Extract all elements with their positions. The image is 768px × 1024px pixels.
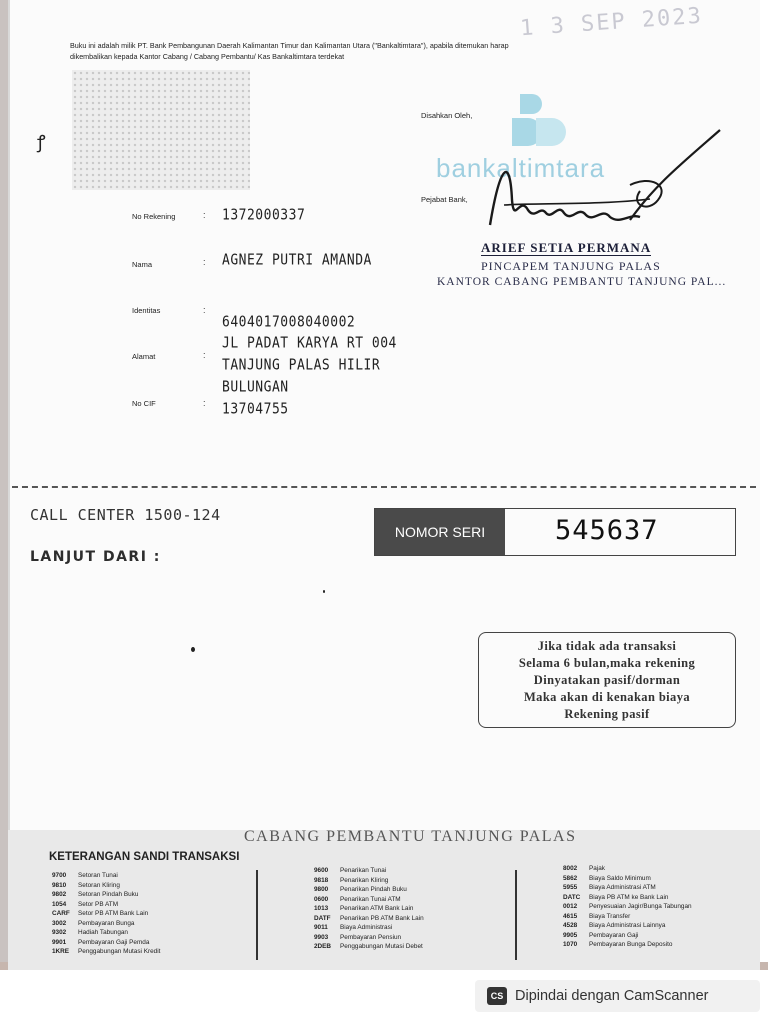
bank-officer-label: Pejabat Bank,: [421, 195, 468, 204]
code-desc: Pembayaran Gaji Pemda: [78, 938, 150, 946]
ownership-notice: Buku ini adalah milik PT. Bank Pembangunan Daerah Kalimantan Timur dan Kalimantan Utara ("Bankaltimtara"), apabila ditemukan harap dikembalikan kepada Kantor Cabang / Cabang Pembantu/ Kas Bankaltimtara terdekat: [70, 41, 509, 61]
colon: :: [203, 257, 206, 267]
code-row: [563, 874, 692, 884]
code: 9901: [52, 938, 67, 946]
address-label: Alamat: [132, 352, 156, 361]
code-desc: Setoran Kliring: [78, 881, 120, 889]
code-desc: Penggabungan Mutasi Debet: [340, 943, 423, 950]
address-line-3: BULUNGAN: [222, 379, 289, 397]
code-row: [314, 885, 424, 895]
code-desc: Penyesuaian Jagir/Bunga Tabungan: [589, 903, 692, 910]
serial-number-label: NOMOR SERI: [375, 509, 505, 555]
code-desc: Setoran Pindah Buku: [78, 891, 139, 898]
code-desc: Penarikan Kliring: [340, 876, 389, 884]
code: 9903: [314, 933, 329, 941]
officer-name: ARIEF SETIA PERMANA: [481, 240, 652, 255]
code-row: [314, 933, 424, 943]
bank-logo-text: bankaltimtara: [436, 153, 606, 183]
code-row: [52, 871, 160, 881]
colon: :: [203, 350, 206, 360]
perforation-line: [12, 486, 756, 494]
code: 9905: [563, 931, 578, 939]
code: 9810: [52, 881, 67, 889]
code: 4528: [563, 922, 578, 929]
code-row: [314, 942, 424, 952]
code-row: [52, 881, 160, 891]
serial-number-value: 545637: [555, 515, 659, 546]
code-row: [314, 923, 424, 933]
code-desc: Setor PB ATM Bank Lain: [78, 910, 149, 917]
warning-line: Dinyatakan pasif/dorman: [533, 673, 681, 687]
code-row: [52, 919, 160, 929]
column-divider: [515, 870, 517, 960]
code-desc: Biaya Administrasi Lainnya: [589, 922, 666, 929]
call-center: CALL CENTER 1500-124: [30, 506, 221, 524]
code-desc: Setoran Tunai: [78, 872, 118, 879]
code-row: [563, 902, 692, 912]
code-column-1: [52, 871, 160, 957]
identity-value: 6404017008040002: [222, 314, 356, 332]
pen-mark: ꝭ: [37, 132, 46, 152]
page-edge: [0, 0, 8, 970]
code-row: [563, 912, 692, 922]
code: 9302: [52, 929, 67, 936]
code-desc: Penarikan Pindah Buku: [340, 886, 407, 893]
identity-label: Identitas: [132, 306, 161, 315]
date-stamp: 1 3 SEP 2023: [519, 3, 704, 42]
warning-line: Jika tidak ada transaksi: [537, 639, 677, 653]
code-row: [563, 921, 692, 931]
code: 5955: [563, 884, 578, 891]
code-row: [563, 940, 692, 950]
code: 2DEB: [314, 943, 332, 950]
camscanner-icon: CS: [487, 987, 507, 1005]
code: 1070: [563, 941, 578, 948]
ink-speck: [191, 647, 195, 652]
code-desc: Penarikan Tunai ATM: [340, 895, 401, 903]
code: 9600: [314, 867, 329, 874]
code: 9011: [314, 924, 328, 931]
code-row: [563, 893, 692, 903]
approved-by-label: Disahkan Oleh,: [421, 111, 473, 120]
code: 9802: [52, 891, 67, 898]
code-row: [314, 876, 424, 886]
officer-branch: KANTOR CABANG PEMBANTU TANJUNG PAL...: [437, 276, 727, 288]
code-row: [52, 909, 160, 919]
code: DATF: [314, 914, 331, 922]
officer-signature: [480, 125, 730, 235]
code: 9818: [314, 876, 329, 884]
code-row: [314, 904, 424, 914]
account-number-label: No Rekening: [132, 212, 176, 221]
transaction-code-title: KETERANGAN SANDI TRANSAKSI: [49, 851, 240, 863]
branch-footer: CABANG PEMBANTU TANJUNG PALAS: [244, 828, 577, 845]
code-row: [314, 866, 424, 876]
code-desc: Hadiah Tabungan: [78, 929, 128, 936]
code-row: [314, 895, 424, 905]
code-desc: Penarikan PB ATM Bank Lain: [340, 914, 424, 922]
camscanner-label: Dipindai dengan CamScanner: [515, 988, 709, 1004]
code: 1KRE: [52, 948, 70, 955]
column-divider: [256, 870, 258, 960]
code-row: [563, 864, 692, 874]
code-column-2: [314, 866, 424, 952]
code: CARF: [52, 910, 70, 917]
colon: :: [203, 398, 206, 408]
cif-label: No CIF: [132, 399, 156, 408]
ink-speck: [323, 590, 325, 593]
code-desc: Biaya Administrasi: [340, 924, 393, 931]
code: 8002: [563, 865, 578, 872]
warning-line: Selama 6 bulan,maka rekening: [518, 656, 696, 670]
warning-line: Maka akan di kenakan biaya: [523, 690, 690, 704]
code-row: [314, 914, 424, 924]
name-label: Nama: [132, 260, 153, 269]
code-row: [563, 883, 692, 893]
code: 1054: [52, 900, 67, 908]
code-desc: Pembayaran Pensiun: [340, 933, 402, 941]
camscanner-badge: [475, 980, 760, 1012]
address-line-1: JL PADAT KARYA RT 004: [222, 335, 397, 353]
continued-from: LANJUT DARI :: [30, 549, 161, 565]
code: 9700: [52, 872, 67, 879]
code-row: [52, 947, 160, 957]
code: 5862: [563, 874, 578, 882]
code: 4615: [563, 912, 578, 920]
code-desc: Biaya Administrasi ATM: [589, 884, 656, 891]
code-desc: Pembayaran Bunga Deposito: [589, 941, 673, 948]
code-desc: Biaya Saldo Minimum: [589, 874, 651, 882]
dormant-account-warning: [478, 632, 736, 728]
code-row: [52, 938, 160, 948]
code-row: [52, 928, 160, 938]
code: 0600: [314, 895, 329, 903]
code-desc: Penarikan ATM Bank Lain: [340, 905, 414, 912]
code-desc: Pembayaran Bunga: [78, 919, 135, 927]
redacted-photo: [72, 70, 250, 190]
code-desc: Penggabungan Mutasi Kredit: [78, 948, 161, 955]
code: 3002: [52, 919, 67, 927]
address-line-2: TANJUNG PALAS HILIR: [222, 357, 381, 375]
colon: :: [203, 305, 206, 315]
code: 9800: [314, 886, 329, 893]
code-row: [52, 890, 160, 900]
code-desc: Biaya PB ATM ke Bank Lain: [589, 893, 669, 901]
officer-title: PINCAPEM TANJUNG PALAS: [481, 259, 661, 273]
serial-number-box: [374, 508, 736, 556]
code-desc: Setor PB ATM: [78, 900, 119, 908]
account-number-value: 1372000337: [222, 207, 306, 225]
code: DATC: [563, 893, 581, 901]
code: 1013: [314, 905, 329, 912]
code-desc: Pembayaran Gaji: [589, 931, 639, 939]
name-value: AGNEZ PUTRI AMANDA: [222, 252, 372, 270]
code-desc: Biaya Transfer: [589, 912, 631, 920]
code: 0012: [563, 903, 578, 910]
cif-value: 13704755: [222, 401, 289, 419]
colon: :: [203, 210, 206, 220]
code-desc: Penarikan Tunai: [340, 867, 387, 874]
warning-line: Rekening pasif: [564, 707, 650, 721]
code-desc: Pajak: [589, 865, 605, 872]
code-row: [52, 900, 160, 910]
code-column-3: [563, 864, 692, 950]
code-row: [563, 931, 692, 941]
